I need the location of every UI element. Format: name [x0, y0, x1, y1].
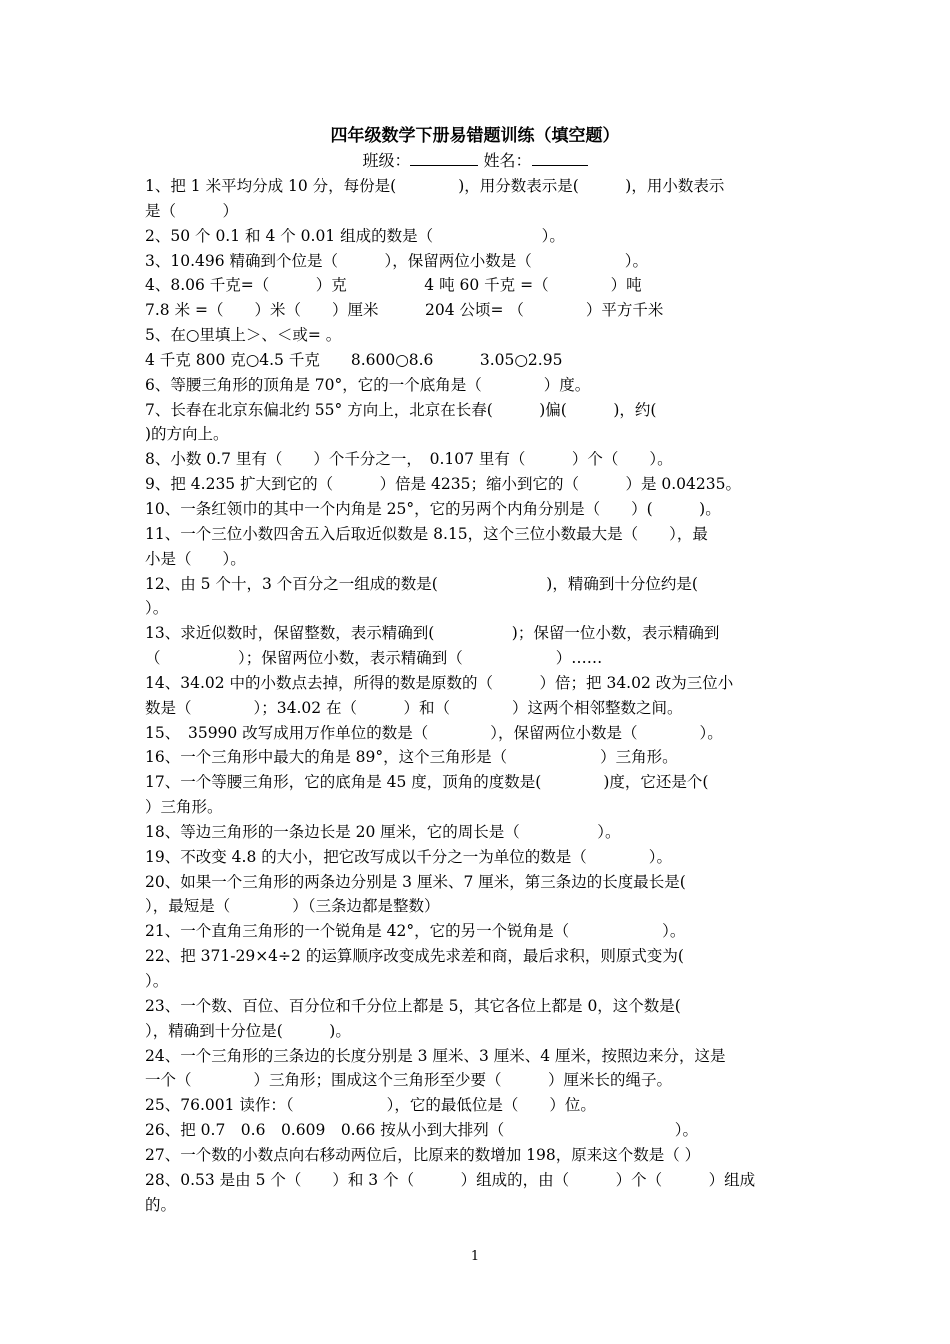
question-line: 4、8.06 千克=（ ）克 4 吨 60 千克 =（ ）吨	[145, 276, 642, 295]
question-line: 1、把 1 米平均分成 10 分，每份是( )，用分数表示是( )，用小数表示	[145, 177, 725, 195]
question-line: 一个（ ）三角形；围成这个三角形至少要（ ）厘米长的绳子。	[145, 1071, 673, 1090]
question-line: （ ）；保留两位小数，表示精确到（ ）……	[145, 649, 603, 668]
question-line: 2、50 个 0.1 和 4 个 0.01 组成的数是（ ）。	[145, 226, 565, 245]
question-line: ）。	[145, 972, 169, 990]
class-blank	[410, 149, 478, 166]
student-info-line	[0, 149, 950, 173]
question-line: 小是（ ）。	[145, 549, 246, 568]
question-line: 23、一个数、百位、百分位和千分位上都是 5，其它各位上都是 0，这个数是(	[145, 996, 681, 1015]
question-line: 20、如果一个三角形的两条边分别是 3 厘米、7 厘米，第三条边的长度最长是(	[145, 872, 686, 891]
question-line: 12、由 5 个十，3 个百分之一组成的数是( )，精确到十分位约是(	[145, 574, 698, 593]
question-line: 14、34.02 中的小数点去掉，所得的数是原数的（ ）倍；把 34.02 改为三位小	[145, 673, 734, 692]
question-line: 28、0.53 是由 5 个（ ）和 3 个（ ）组成的，由（ ）个（ ）组成	[145, 1170, 756, 1189]
question-line: ）。	[145, 599, 169, 618]
question-line: 24、一个三角形的三条边的长度分别是 3 厘米、3 厘米、4 厘米，按照边来分，这是	[145, 1046, 726, 1065]
name-label: 姓名：	[483, 151, 532, 170]
question-line: 6、等腰三角形的顶角是 70°，它的一个底角是（ ）度。	[145, 375, 591, 394]
question-line: 8、小数 0.7 里有（ ）个千分之一， 0.107 里有（ ）个（ ）。	[145, 450, 673, 469]
class-label: 班级：	[362, 151, 411, 170]
question-line: 9、把 4.235 扩大到它的（ ）倍是 4235；缩小到它的（ ）是 0.04235。	[145, 475, 741, 494]
question-line: 18、等边三角形的一条边长是 20 厘米，它的周长是（ ）。	[145, 822, 621, 841]
question-line: 16、一个三角形中最大的角是 89°，这个三角形是（ ）三角形。	[145, 748, 678, 767]
page-number: 1	[470, 1249, 480, 1264]
question-line: ），最短是（ ）（三条边都是整数）	[145, 897, 440, 916]
question-line: 27、一个数的小数点向右移动两位后，比原来的数增加 198，原来这个数是（ ）	[145, 1145, 701, 1164]
question-line: 的。	[145, 1195, 177, 1214]
question-line: 是（ ）	[145, 201, 239, 220]
worksheet-title: 四年级数学下册易错题训练（填空题）	[330, 126, 620, 146]
question-line: ），精确到十分位是( )。	[145, 1021, 351, 1040]
question-line: 7、长春在北京东偏北约 55° 方向上，北京在长春( )偏( )，约(	[145, 400, 657, 419]
question-line: 5、在○里填上＞、＜或= 。	[145, 326, 342, 345]
question-line: 11、一个三位小数四舍五入后取近似数是 8.15，这个三位小数最大是（ ），最	[145, 524, 708, 543]
question-line: )的方向上。	[145, 425, 229, 444]
question-line: 25、76.001 读作：（ ），它的最低位是（ ）位。	[145, 1096, 596, 1115]
question-line: 3、10.496 精确到个位是（ ），保留两位小数是（ ）。	[145, 251, 649, 270]
question-list	[145, 174, 811, 1217]
question-line: 10、一条红领巾的其中一个内角是 25°，它的另两个内角分别是（ ）( )。	[145, 499, 721, 518]
question-line: 22、把 371-29×4÷2 的运算顺序改变成先求差和商，最后求积，则原式变为(	[145, 947, 684, 966]
question-line: 21、一个直角三角形的一个锐角是 42°，它的另一个锐角是（ ）。	[145, 922, 686, 941]
name-blank	[532, 149, 588, 166]
question-line: 数是（ ）；34.02 在（ ）和（ ）这两个相邻整数之间。	[145, 698, 683, 717]
question-line: 19、不改变 4.8 的大小，把它改写成以千分之一为单位的数是（ ）。	[145, 847, 672, 866]
question-line: 15、 35990 改写成用万作单位的数是（ ），保留两位小数是（ ）。	[145, 723, 723, 742]
question-line: 26、把 0.7 0.6 0.609 0.66 按从小到大排列（ ）。	[145, 1121, 699, 1140]
question-line: ）三角形。	[145, 798, 223, 817]
question-line: 7.8 米 =（ ）米（ ）厘米 204 公顷= （ ）平方千米	[145, 301, 664, 320]
question-line: 17、一个等腰三角形，它的底角是 45 度，顶角的度数是( )度，它还是个(	[145, 773, 709, 792]
question-line: 13、求近似数时，保留整数，表示精确到( )；保留一位小数，表示精确到	[145, 624, 720, 643]
question-line: 4 千克 800 克○4.5 千克 8.600○8.6 3.05○2.95	[145, 350, 563, 369]
